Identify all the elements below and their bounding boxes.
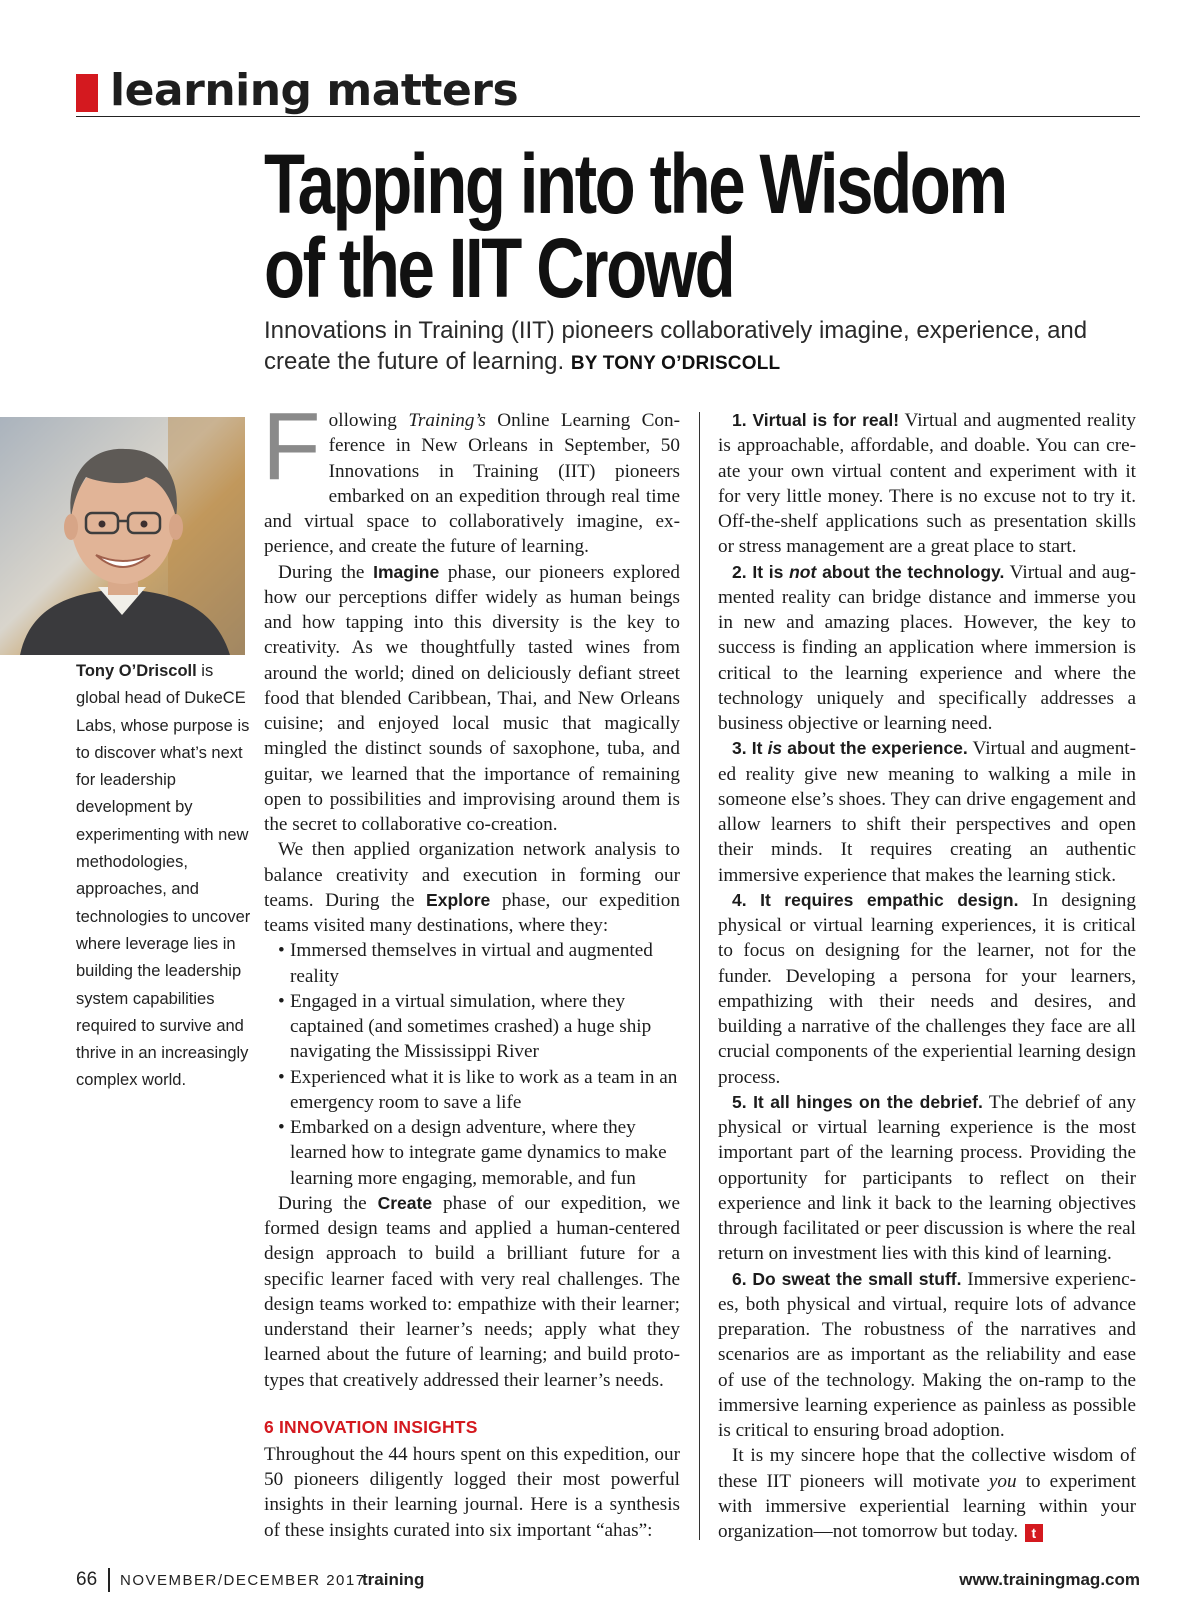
explore-term: Explore bbox=[426, 889, 491, 910]
magazine-name: training bbox=[362, 1570, 425, 1589]
article-title-line-1: Tapping into the Wisdom bbox=[264, 137, 1006, 231]
deck-text: Innovations in Training (IIT) pioneers collaboratively imagine, experience, and create the future of learning. bbox=[264, 317, 1088, 375]
closing-text-b: to experiment with immersive experiential learning within your organization—not tomorrow but today. bbox=[718, 1470, 1136, 1542]
body-column-2 bbox=[718, 408, 1136, 1544]
insight-6-heading: 6. Do sweat the small stuff. bbox=[732, 1268, 962, 1289]
insight-2-heading bbox=[732, 562, 1004, 582]
byline: BY TONY O’DRISCOLL bbox=[570, 353, 781, 374]
end-mark-icon: t bbox=[1025, 1524, 1043, 1542]
insight-4-heading: 4. It requires empathic design. bbox=[732, 889, 1019, 910]
body-column-1 bbox=[262, 393, 680, 1543]
insight-6 bbox=[718, 1267, 1136, 1444]
p1-magazine-name: Training’s bbox=[408, 410, 486, 431]
insight-2-text: Virtual and augmented reality can bridge distance and immerse you in new and amazing places. However, the key to success is finding an application where immersion is critical to the learning experience and where the technology uniquely and specifically addresses a business objective or learning need. bbox=[718, 561, 1136, 734]
website-url: www.trainingmag.com bbox=[959, 1570, 1140, 1589]
insight-3-heading-em: is bbox=[767, 738, 783, 759]
insight-5 bbox=[718, 1090, 1136, 1267]
p2-text-b: phase, our pioneers explored how our perceptions differ widely as human beings and how tapping into this diversity is the key to creativity. As we thoughtfully tasted wines from around the world; dined on deliciously defiant street food that blended Caribbean, Thai, and New Orleans cuisine; and enjoyed local music that magically mingled the distinct sounds of saxophone, tuba, and guitar, we learned that the importance of remaining open to possibilities and improvising around them is the secret to collaborative co-creation. bbox=[264, 561, 680, 835]
insight-3-heading bbox=[732, 738, 968, 758]
author-bio bbox=[76, 658, 254, 1095]
explore-bullet-list bbox=[264, 938, 680, 1191]
insight-1-text: Virtual and augmented reality is approachable, affordable, and doable. You can create your own virtual content and experiment with it for very little money. There is no excuse not to try it. Off-the-shelf applications such as presentation skills or stress management are a great place to start. bbox=[718, 410, 1136, 558]
body-paragraph-4 bbox=[264, 1191, 680, 1393]
page-number: 66 bbox=[76, 1569, 98, 1590]
list-item: • Embarked on a design adventure, where they learned how to integrate game dynamics to make learning more engaging, memorable, and fun bbox=[278, 1115, 680, 1191]
article-title-line-2: of the IIT Crowd bbox=[264, 221, 734, 315]
article-deck bbox=[264, 315, 1104, 379]
imagine-term: Imagine bbox=[373, 561, 440, 582]
p3-text-b: phase, our expedition teams visited many destinations, where they: bbox=[264, 889, 680, 936]
page-footer bbox=[76, 1568, 1140, 1594]
body-paragraph-2 bbox=[264, 560, 680, 838]
p2-text-a: During the bbox=[278, 561, 374, 583]
list-item: • Experienced what it is like to work as a team in an emergency room to save a life bbox=[278, 1065, 680, 1116]
p1-text-b: Online Learning Conference in New Orleans in September, 50 Innovations in Training (IIT) pioneers embarked on an expedition through real time and virtual space to collaboratively imagine, experience, and create the future of learning. bbox=[264, 410, 680, 558]
list-item: • Immersed themselves in virtual and augmented reality bbox=[278, 938, 680, 989]
closing-text-em: you bbox=[988, 1470, 1017, 1492]
list-item: • Engaged in a virtual simulation, where they captained (and sometimes crashed) a huge ship navigating the Mississippi River bbox=[278, 989, 680, 1065]
author-bio-text: is global head of DukeCE Labs, whose purpose is to discover what’s next for leadership development by experimenting with new methodologies, approaches, and technologies to uncover where leverage lies in building the leadership system capabilities required to survive and thrive in an increasingly complex world. bbox=[76, 662, 251, 1090]
column-divider bbox=[699, 412, 700, 1540]
author-portrait-illustration bbox=[0, 417, 245, 655]
author-name: Tony O’Driscoll bbox=[76, 662, 197, 680]
insight-2 bbox=[718, 560, 1136, 737]
closing-paragraph bbox=[718, 1443, 1136, 1544]
section-title: learning matters bbox=[110, 65, 519, 116]
insight-2-heading-em: not bbox=[789, 561, 817, 582]
insight-3-text: Virtual and augmented reality give new meaning to walking a mile in someone else’s shoes. They can drive engagement and allow learners to shift their perspectives and open their minds. It requires creating an authentic immersive experience that makes the learning stick. bbox=[718, 738, 1137, 886]
insight-3-heading-b: about the experience. bbox=[782, 738, 968, 759]
insight-3 bbox=[718, 736, 1136, 888]
create-term: Create bbox=[377, 1192, 433, 1213]
body-paragraph-1 bbox=[262, 393, 680, 560]
drop-cap: F bbox=[262, 393, 321, 500]
article-title bbox=[264, 137, 1006, 315]
author-photo bbox=[0, 417, 245, 655]
body-paragraph-5: Throughout the 44 hours spent on this expedition, our 50 pioneers diligently logged their most powerful insights in their learning journal. Here is a synthesis of these insights curated into six important “ahas”: bbox=[264, 1443, 680, 1541]
footer-divider bbox=[108, 1568, 110, 1592]
innovation-insights-heading: 6 INNOVATION INSIGHTS bbox=[264, 1416, 478, 1437]
section-header bbox=[76, 66, 1140, 117]
insight-1 bbox=[718, 408, 1136, 560]
p4-text-b: phase of our expedition, we formed design teams and applied a human-centered design approach to build a brilliant future for a specific learner faced with very real challenges. The design teams worked to: empathize with their learner; understand their learner’s needs; apply what they learned about the future of learning; and build prototypes that creatively addressed their learner’s needs. bbox=[264, 1192, 680, 1391]
insight-1-heading: 1. Virtual is for real! bbox=[732, 410, 900, 430]
issue-date: NOVEMBER/DECEMBER 2017 bbox=[120, 1572, 366, 1589]
insight-2-heading-b: about the technology. bbox=[816, 561, 1005, 582]
insight-6-text: Immersive experiences, both physical and virtual, require lots of advance preparation. The robustness of the narratives and scenarios are as important as the reliability and ease of use of the technology. Making the on-ramp to the immersive learning experience as painless as possible is critical to ensuring broad adoption. bbox=[718, 1268, 1137, 1441]
insight-3-heading-a: 3. It bbox=[732, 738, 768, 759]
insight-2-heading-a: 2. It is bbox=[732, 561, 790, 582]
closing-text-a: It is my sincere hope that the collective wisdom of these IIT pioneers will motivate bbox=[718, 1445, 1136, 1492]
insight-5-heading: 5. It all hinges on the debrief. bbox=[732, 1091, 983, 1112]
p3-text-a: We then applied organization network analysis to balance creativity and execution in forming our teams. During the bbox=[264, 839, 680, 911]
insight-4 bbox=[718, 888, 1136, 1090]
p1-text-a: ollowing bbox=[328, 410, 409, 431]
body-paragraph-3 bbox=[264, 837, 680, 938]
insight-5-text: The debrief of any physical or virtual learning experience is the most important part of the learning process. Providing the opportunity for participants to reflect on their experience and link it back to the learning objectives through facilitated or peer discussion is where the real return on investment lies with this kind of learning. bbox=[718, 1091, 1136, 1265]
p4-text-a: During the bbox=[278, 1192, 378, 1214]
insight-4-text: In designing physical or virtual learning experiences, it is critical to focus on designing for the learner, not for the funder. Developing a persona for your learners, empathizing with their needs and desires, and building a narrative of the challenges they face are all crucial components of the experiential learning design process. bbox=[718, 889, 1136, 1088]
section-accent-bar bbox=[76, 74, 98, 112]
